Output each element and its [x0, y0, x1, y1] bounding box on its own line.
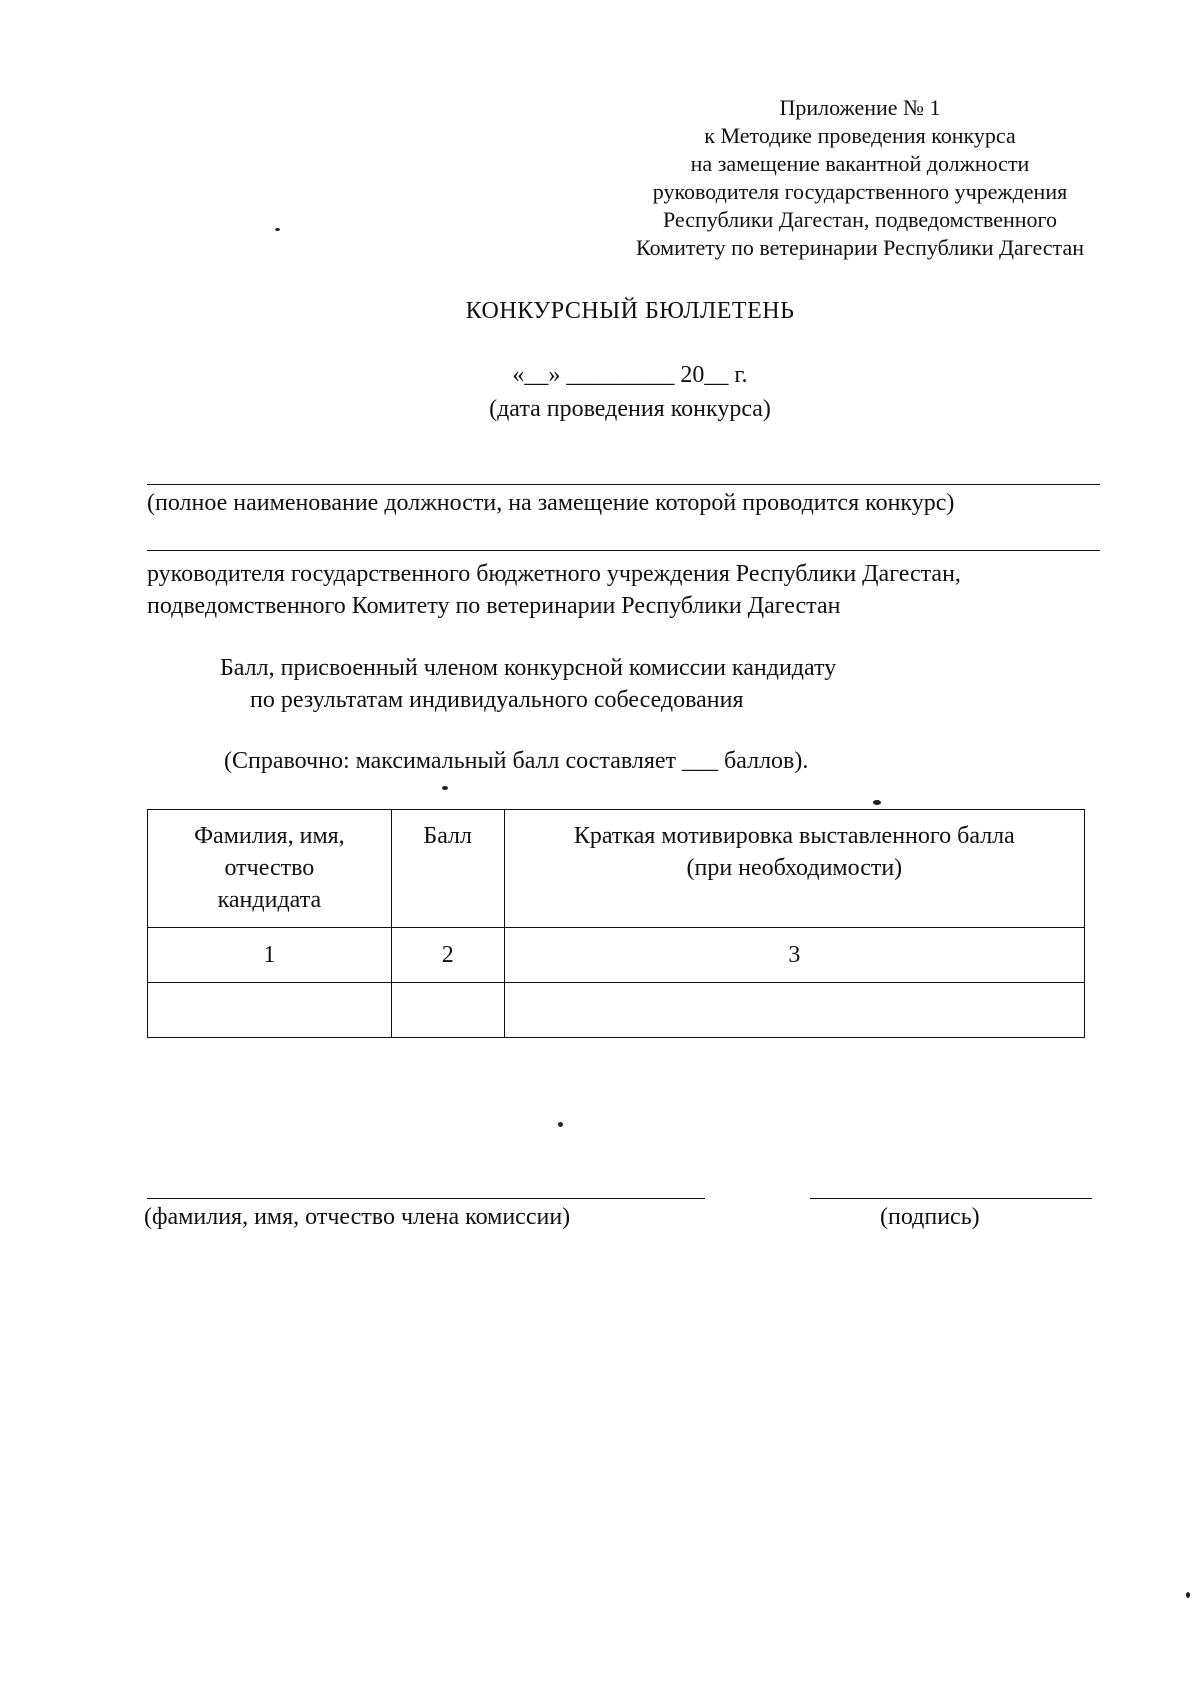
position-line: подведомственного Комитету по ветеринарии Республики Дагестан	[147, 593, 841, 619]
candidate-name-cell[interactable]	[148, 983, 392, 1038]
appendix-line: Комитету по ветеринарии Республики Дагестан	[636, 235, 1084, 260]
position-fill-line-2	[147, 550, 1100, 551]
header-line: Фамилия, имя,	[194, 823, 345, 849]
appendix-line: Республики Дагестан, подведомственного	[662, 207, 1058, 232]
appendix-line: на замещение вакантной должности	[690, 151, 1030, 176]
score-line: по результатам индивидуального собеседования	[250, 687, 744, 713]
position-fill-line	[147, 484, 1100, 485]
scan-speck	[275, 228, 280, 231]
scan-speck	[1186, 1592, 1190, 1598]
max-score-reference: (Справочно: максимальный балл составляет ___ баллов).	[224, 748, 809, 774]
column-number-cell: 1	[148, 928, 392, 983]
score-cell[interactable]	[391, 983, 504, 1038]
member-name-caption: (фамилия, имя, отчество члена комиссии)	[144, 1204, 571, 1230]
scan-speck	[873, 800, 881, 805]
table-row	[148, 983, 1085, 1038]
column-number-cell: 3	[504, 928, 1084, 983]
header-line: (при необходимости)	[686, 855, 903, 881]
table-header-row	[148, 810, 1085, 928]
date-caption: (дата проведения конкурса)	[489, 396, 771, 422]
table-row	[148, 928, 1085, 983]
motivation-cell[interactable]	[504, 983, 1084, 1038]
appendix-line: руководителя государственного учреждения	[652, 179, 1068, 204]
member-name-fill-line	[147, 1198, 705, 1199]
score-description	[220, 652, 836, 716]
appendix-line: Приложение № 1	[779, 95, 941, 120]
signature-caption: (подпись)	[880, 1204, 980, 1230]
header-motivation	[504, 810, 1084, 928]
position-line: руководителя государственного бюджетного учреждения Республики Дагестан,	[147, 561, 961, 587]
position-description	[147, 558, 1127, 622]
header-line: кандидата	[217, 887, 322, 913]
header-line: Балл	[423, 823, 473, 849]
header-candidate-name	[148, 810, 392, 928]
position-caption: (полное наименование должности, на замещение которой проводится конкурс)	[147, 490, 955, 516]
appendix-line: к Методике проведения конкурса	[704, 123, 1016, 148]
scan-speck	[442, 786, 448, 790]
header-score	[391, 810, 504, 928]
ballot-table	[147, 809, 1085, 1038]
document-title: КОНКУРСНЫЙ БЮЛЛЕТЕНЬ	[465, 298, 795, 324]
signature-fill-line	[810, 1198, 1092, 1199]
date-fill-line: «__» _________ 20__ г.	[512, 362, 748, 388]
appendix-header	[600, 94, 1120, 262]
score-line: Балл, присвоенный членом конкурсной комиссии кандидату	[220, 655, 837, 681]
header-line: Краткая мотивировка выставленного балла	[573, 823, 1015, 849]
header-line: отчество	[224, 855, 315, 881]
scan-speck	[558, 1122, 563, 1127]
column-number-cell: 2	[391, 928, 504, 983]
